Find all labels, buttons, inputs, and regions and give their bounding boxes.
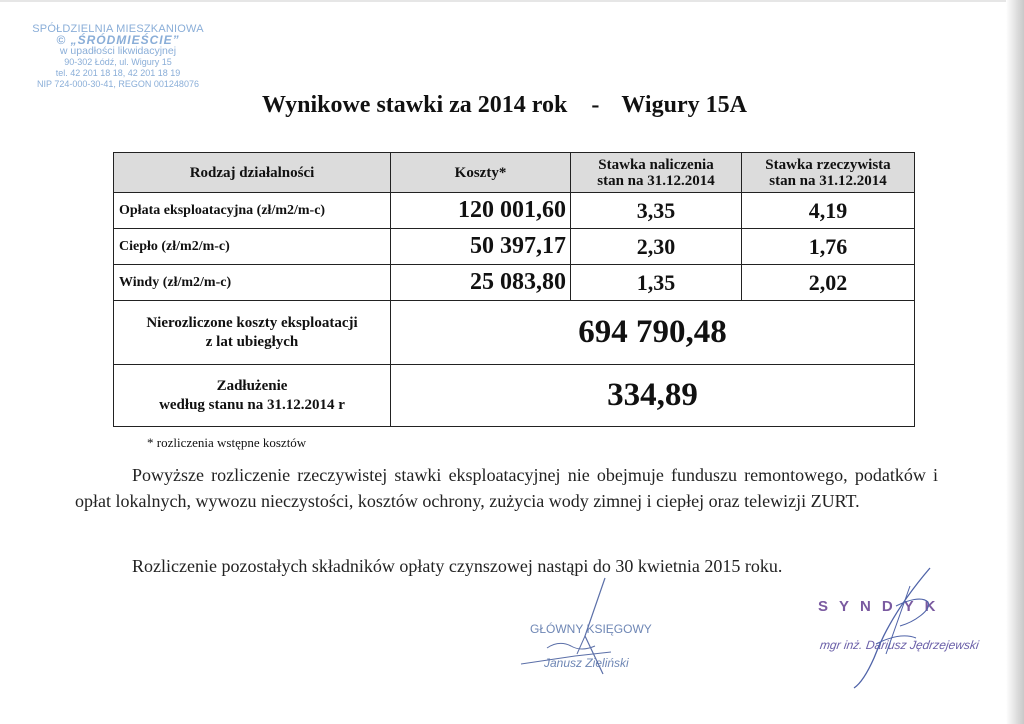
debt-label-line1: Zadłużenie: [216, 377, 288, 394]
title-dash: -: [591, 92, 600, 118]
footnote: * rozliczenia wstępne kosztów: [147, 435, 307, 450]
header-rate-assessed-line1: Stawka naliczenia: [598, 156, 714, 173]
row-costs: 25 083,80: [391, 265, 571, 301]
title-address: Wigury 15A: [621, 92, 747, 118]
row-rate-actual: 1,76: [742, 229, 915, 265]
debt-label: [114, 365, 391, 427]
unsettled-costs-label: [114, 301, 391, 365]
stamp-line-4: 90-302 Łódź, ul. Wigury 15: [64, 57, 172, 67]
cooperative-stamp: [4, 24, 232, 90]
debt-label-line2: według stanu na 31.12.2014 r: [159, 396, 345, 413]
chief-accountant-name: Janusz Zieliński: [544, 656, 629, 670]
document-title: [262, 92, 747, 119]
stamp-line-6: NIP 724-000-30-41, REGON 001248076: [37, 79, 199, 89]
row-rate-actual: 4,19: [742, 193, 915, 229]
row-rate-assessed: 1,35: [571, 265, 742, 301]
header-rate-actual-line1: Stawka rzeczywista: [765, 156, 891, 173]
stamp-line-1: SPÓŁDZIELNIA MIESZKANIOWA: [32, 23, 204, 35]
table-header-row: [114, 153, 915, 193]
chief-accountant-title: GŁÓWNY KSIĘGOWY: [530, 622, 652, 636]
header-rate-assessed: [571, 153, 742, 193]
stamp-line-3: w upadłości likwidacyjnej: [59, 45, 177, 57]
unsettled-costs-value: 694 790,48: [391, 301, 915, 365]
unsettled-label-line2: z lat ubiegłych: [205, 333, 299, 350]
header-rate-actual: [742, 153, 915, 193]
table-row: [114, 229, 915, 265]
header-costs: Koszty*: [391, 153, 571, 193]
row-costs: 50 397,17: [391, 229, 571, 265]
header-rate-assessed-line2: stan na 31.12.2014: [597, 172, 715, 189]
table-row: [114, 265, 915, 301]
header-rate-actual-line2: stan na 31.12.2014: [769, 172, 887, 189]
receiver-title: SYNDYK: [818, 598, 947, 615]
row-label: Opłata eksploatacyjna (zł/m2/m-c): [114, 193, 391, 229]
unsettled-label-line1: Nierozliczone koszty eksploatacji: [146, 314, 358, 331]
row-label: Ciepło (zł/m2/m-c): [114, 229, 391, 265]
debt-row: [114, 365, 915, 427]
chief-accountant-handwritten-signature: [515, 576, 625, 676]
row-rate-assessed: 2,30: [571, 229, 742, 265]
title-left: Wynikowe stawki za 2014 rok: [262, 92, 568, 118]
row-costs: 120 001,60: [391, 193, 571, 229]
row-rate-assessed: 3,35: [571, 193, 742, 229]
rates-table: [113, 152, 915, 427]
table-row: [114, 193, 915, 229]
stamp-line-2: © „ŚRÓDMIEŚCIE”: [56, 33, 180, 47]
scan-top-edge: [0, 0, 1024, 2]
receiver-name: mgr inż. Dariusz Jędrzejewski: [819, 638, 980, 652]
unsettled-costs-row: [114, 301, 915, 365]
scan-right-edge: [1006, 0, 1024, 724]
debt-value: 334,89: [391, 365, 915, 427]
stamp-line-5: tel. 42 201 18 18, 42 201 18 19: [55, 68, 181, 78]
receiver-handwritten-signature: [836, 566, 946, 690]
row-rate-actual: 2,02: [742, 265, 915, 301]
paragraph-exclusions: Powyższe rozliczenie rzeczywistej stawki eksploatacyjnej nie obejmuje funduszu remontowego, podatków i opłat lokalnych, wywozu nieczystości, kosztów ochrony, zużycia wody zimnej i ciepłej oraz telewizji ZURT.: [75, 465, 938, 511]
row-label: Windy (zł/m2/m-c): [114, 265, 391, 301]
paragraph-settlement-date: Rozliczenie pozostałych składników opłaty czynszowej nastąpi do 30 kwietnia 2015 roku.: [132, 556, 783, 576]
header-type: Rodzaj działalności: [114, 153, 391, 193]
